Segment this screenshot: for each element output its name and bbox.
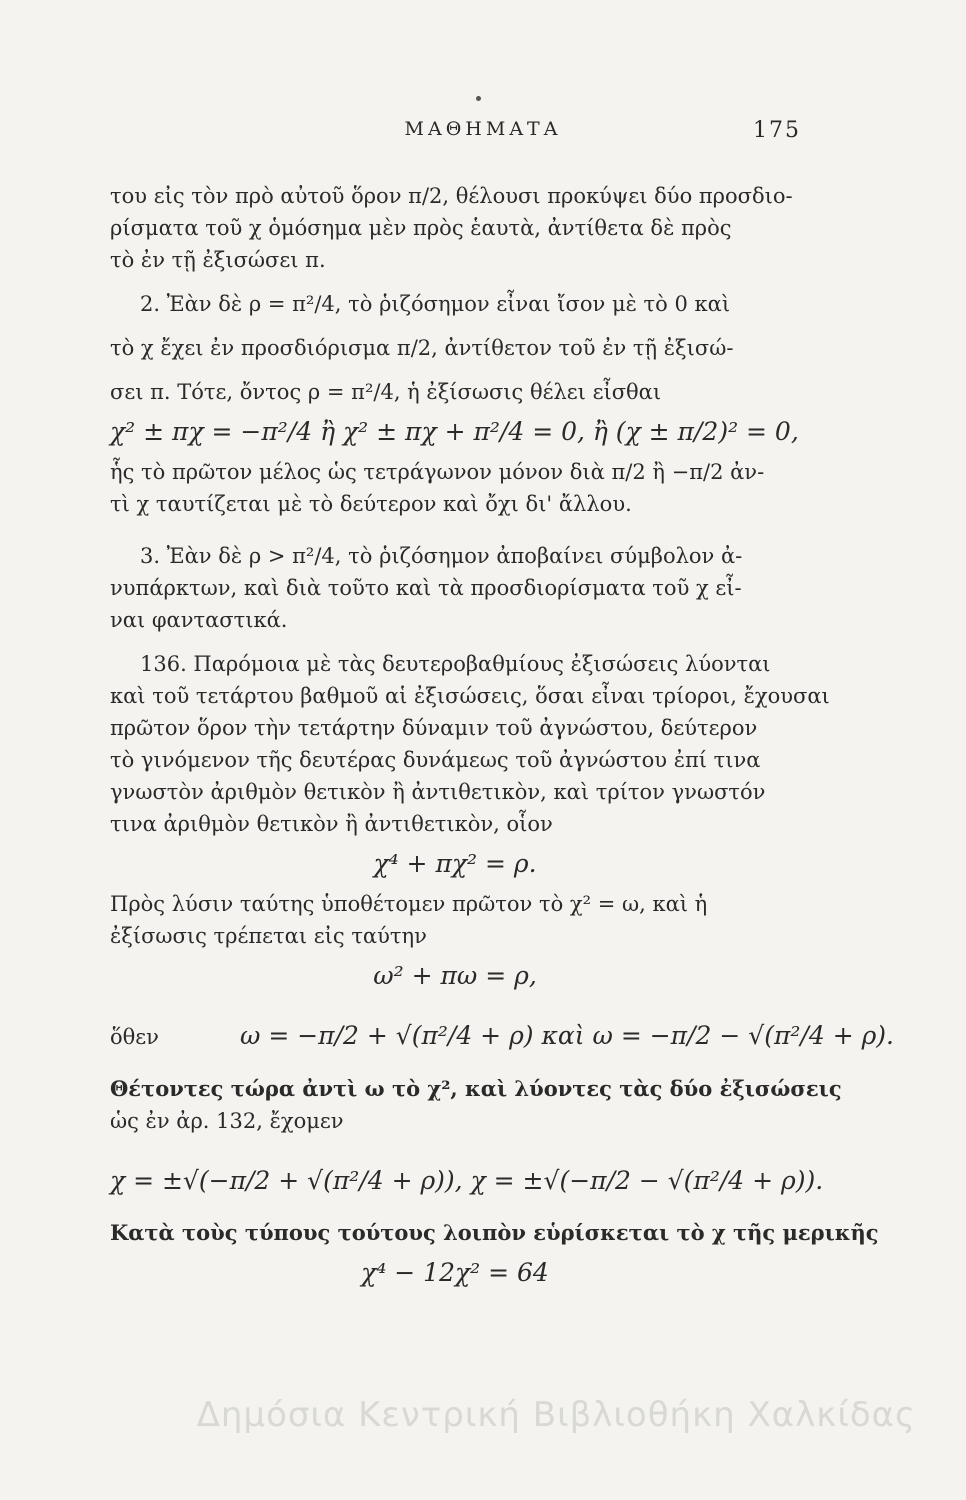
text-line: τὸ γινόμενον τῆς δευτέρας δυνάμεως τοῦ ἀγνώστου ἐπί τινα — [110, 748, 761, 772]
text-line: ρίσματα τοῦ χ ὁμόσημα μὲν πρὸς ἑαυτὰ, ἀντίθετα δὲ πρὸς — [110, 216, 732, 240]
equation: χ = ±√(−π/2 + √(π²/4 + ρ)), χ = ±√(−π/2 − √(π²/4 + ρ)). — [110, 1166, 824, 1195]
equation-row — [110, 1012, 894, 1061]
running-head: ΜΑΘΗΜΑΤΑ — [404, 118, 562, 140]
text-line: γνωστὸν ἀριθμὸν θετικὸν ἢ ἀντιθετικὸν, καὶ τρίτον γνωστόν — [110, 780, 766, 804]
text-line: τὶ χ ταυτίζεται μὲ τὸ δεύτερον καὶ ὄχι δι' ἄλλου. — [110, 492, 632, 516]
text-line: τὸ ἐν τῇ ἐξισώσει π. — [110, 248, 326, 272]
page-header — [0, 118, 966, 148]
page-body — [110, 180, 894, 1297]
equation: ω = −π/2 + √(π²/4 + ρ) καὶ ω = −π/2 − √(π²/4 + ρ). — [240, 1021, 894, 1050]
text-line: 3. Ἐὰν δὲ ρ > π²/4, τὸ ῥιζόσημον ἀποβαίνει σύμβολον ἀ- — [140, 544, 743, 568]
text-line: Πρὸς λύσιν ταύτης ὑποθέτομεν πρῶτον τὸ χ² = ω, καὶ ἡ — [110, 892, 708, 916]
text-line: τὸ χ ἔχει ἐν προσδιόρισμα π/2, ἀντίθετον τοῦ ἐν τῇ ἐξισώ- — [110, 336, 734, 360]
library-watermark: Δημόσια Κεντρική Βιβλιοθήκη Χαλκίδας — [196, 1395, 916, 1435]
equation: χ² ± πχ = −π²/4 ἢ χ² ± πχ + π²/4 = 0, ἢ (χ ± π/2)² = 0, — [110, 417, 799, 446]
text-line: τινα ἀριθμὸν θετικὸν ἢ ἀντιθετικὸν, οἷον — [110, 812, 553, 836]
page-number: 175 — [753, 118, 801, 143]
text-line: καὶ τοῦ τετάρτου βαθμοῦ αἱ ἐξισώσεις, ὅσαι εἶναι τρίοροι, ἔχουσαι — [110, 684, 830, 708]
equation-label: ὅθεν — [110, 1025, 159, 1049]
equation: ω² + πω = ρ, — [373, 961, 537, 990]
equation: χ⁴ + πχ² = ρ. — [373, 849, 537, 878]
text-line: ἐξίσωσις τρέπεται εἰς ταύτην — [110, 924, 427, 948]
text-line: πρῶτον ὅρον τὴν τετάρτην δύναμιν τοῦ ἀγνώστου, δεύτερον — [110, 716, 758, 740]
text-line: 2. Ἐὰν δὲ ρ = π²/4, τὸ ῥιζόσημον εἶναι ἴσον μὲ τὸ 0 καὶ — [140, 292, 731, 316]
ink-dot — [476, 96, 481, 101]
text-line: σει π. Τότε, ὄντος ρ = π²/4, ἡ ἐξίσωσις θέλει εἶσθαι — [110, 380, 662, 404]
text-line: του εἰς τὸν πρὸ αὐτοῦ ὅρον π/2, θέλουσι προκύψει δύο προσδιο- — [110, 184, 793, 208]
equation: χ⁴ − 12χ² = 64 — [361, 1258, 549, 1287]
text-line: Κατὰ τοὺς τύπους τούτους λοιπὸν εὑρίσκεται τὸ χ τῆς μερικῆς — [110, 1220, 879, 1245]
text-line: ὡς ἐν ἀρ. 132, ἔχομεν — [110, 1109, 344, 1133]
text-line: Θέτοντες τώρα ἀντὶ ω τὸ χ², καὶ λύοντες τὰς δύο ἐξισώσεις — [110, 1076, 842, 1101]
section-start: 136. Παρόμοια μὲ τὰς δευτεροβαθμίους ἐξισώσεις λύονται — [140, 652, 771, 676]
text-line: ναι φανταστικά. — [110, 608, 288, 632]
text-line: νυπάρκτων, καὶ διὰ τοῦτο καὶ τὰ προσδιορίσματα τοῦ χ εἶ- — [110, 576, 742, 600]
text-line: ἧς τὸ πρῶτον μέλος ὡς τετράγωνον μόνον διὰ π/2 ἢ −π/2 ἀν- — [110, 460, 765, 484]
